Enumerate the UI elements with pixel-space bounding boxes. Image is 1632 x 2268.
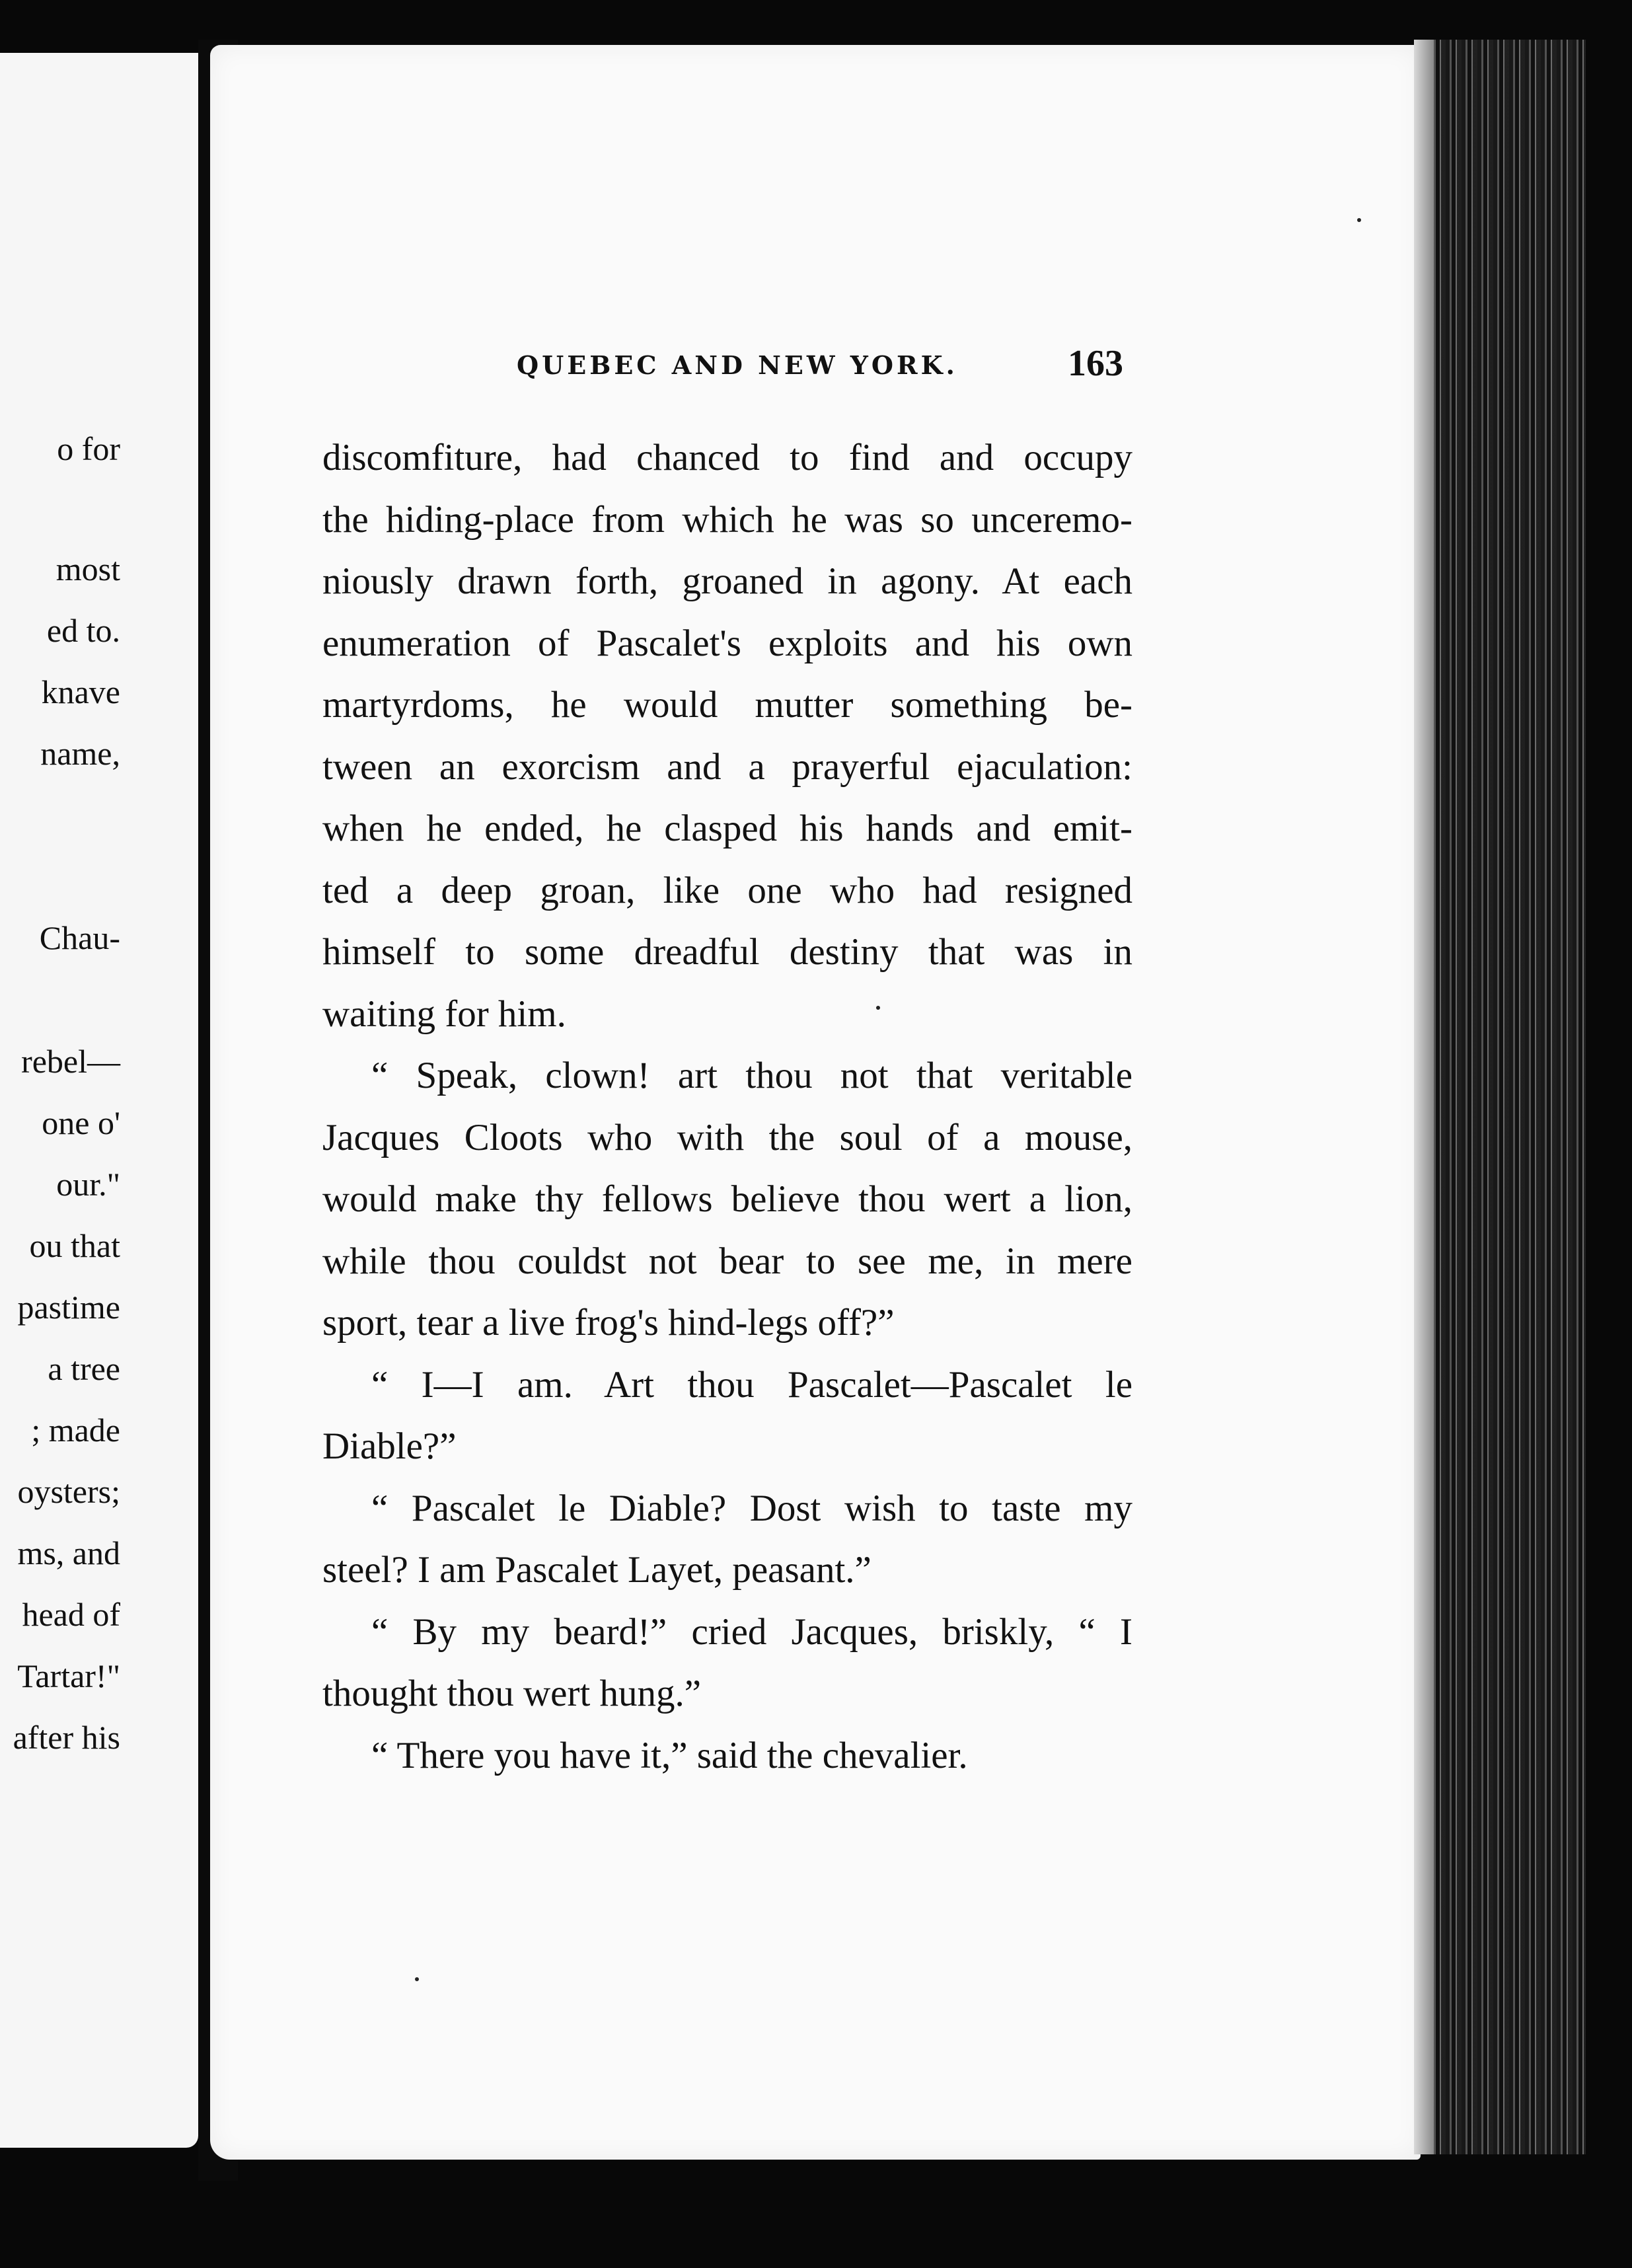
left-page-line: ed to. xyxy=(46,612,120,649)
text-line: thought thou wert hung.” xyxy=(322,1673,702,1714)
left-page-line: after his xyxy=(13,1719,120,1756)
left-page-line: ms, and xyxy=(17,1534,120,1571)
text-line: the hiding-place from which he was so unceremo- xyxy=(322,498,1132,541)
text-line: “ By my beard!” cried Jacques, briskly, “ I xyxy=(371,1610,1132,1653)
text-line: martyrdoms, he would mutter something be- xyxy=(322,684,1132,726)
left-page-line: pastime xyxy=(17,1289,120,1326)
running-head: QUEBEC AND NEW YORK. xyxy=(517,350,958,380)
left-page-line: ou that xyxy=(29,1227,120,1264)
text-line: “ I—I am. Art thou Pascalet—Pascalet le xyxy=(371,1363,1132,1406)
page-edge-highlight xyxy=(1414,40,1434,2154)
left-page-line: a tree xyxy=(48,1350,120,1387)
left-page-line: rebel— xyxy=(21,1043,120,1080)
page-number: 163 xyxy=(1068,343,1123,384)
text-line: “ Pascalet le Diable? Dost wish to taste my xyxy=(371,1487,1132,1529)
left-page-line: Chau- xyxy=(39,919,120,956)
left-page-line: o for xyxy=(57,430,120,467)
text-line: himself to some dreadful destiny that was in xyxy=(322,931,1132,973)
text-line: “ Speak, clown! art thou not that veritable xyxy=(371,1055,1132,1096)
text-line: steel? I am Pascalet Layet, peasant.” xyxy=(322,1549,872,1591)
left-facing-page xyxy=(0,53,198,2148)
text-line: sport, tear a live frog's hind-legs off?” xyxy=(322,1302,895,1343)
left-page-line: most xyxy=(56,550,120,587)
text-line: when he ended, he clasped his hands and emit- xyxy=(322,808,1132,849)
body-text xyxy=(322,427,1132,1786)
text-line: enumeration of Pascalet's exploits and his own xyxy=(322,622,1132,664)
page-edges xyxy=(1414,40,1586,2154)
left-page-line: name, xyxy=(40,735,120,772)
text-line: while thou couldst not bear to see me, in mere xyxy=(322,1240,1132,1282)
text-line: Diable?” xyxy=(322,1425,457,1467)
text-line: niously drawn forth, groaned in agony. At each xyxy=(322,560,1132,602)
left-page-line: oysters; xyxy=(17,1473,120,1510)
speck xyxy=(1357,218,1361,222)
text-line: discomfiture, had chanced to find and occupy xyxy=(322,437,1132,478)
left-page-line: head of xyxy=(22,1596,120,1633)
text-line: waiting for him. xyxy=(322,993,566,1035)
text-line: “ There you have it,” said the chevalier. xyxy=(371,1734,968,1776)
text-line: would make thy fellows believe thou wert a lion, xyxy=(322,1178,1132,1220)
speck xyxy=(415,1977,419,1981)
left-page-line: knave xyxy=(41,673,120,710)
text-line: tween an exorcism and a prayerful ejaculation: xyxy=(322,745,1132,788)
speck xyxy=(876,1006,880,1010)
left-page-line: ; made xyxy=(31,1412,120,1449)
text-line: ted a deep groan, like one who had resigned xyxy=(322,869,1132,911)
left-page-line: our." xyxy=(56,1166,120,1203)
text-line: Jacques Cloots who with the soul of a mouse, xyxy=(322,1116,1132,1158)
left-page-line: one o' xyxy=(42,1104,120,1141)
left-page-line: Tartar!" xyxy=(17,1657,120,1694)
